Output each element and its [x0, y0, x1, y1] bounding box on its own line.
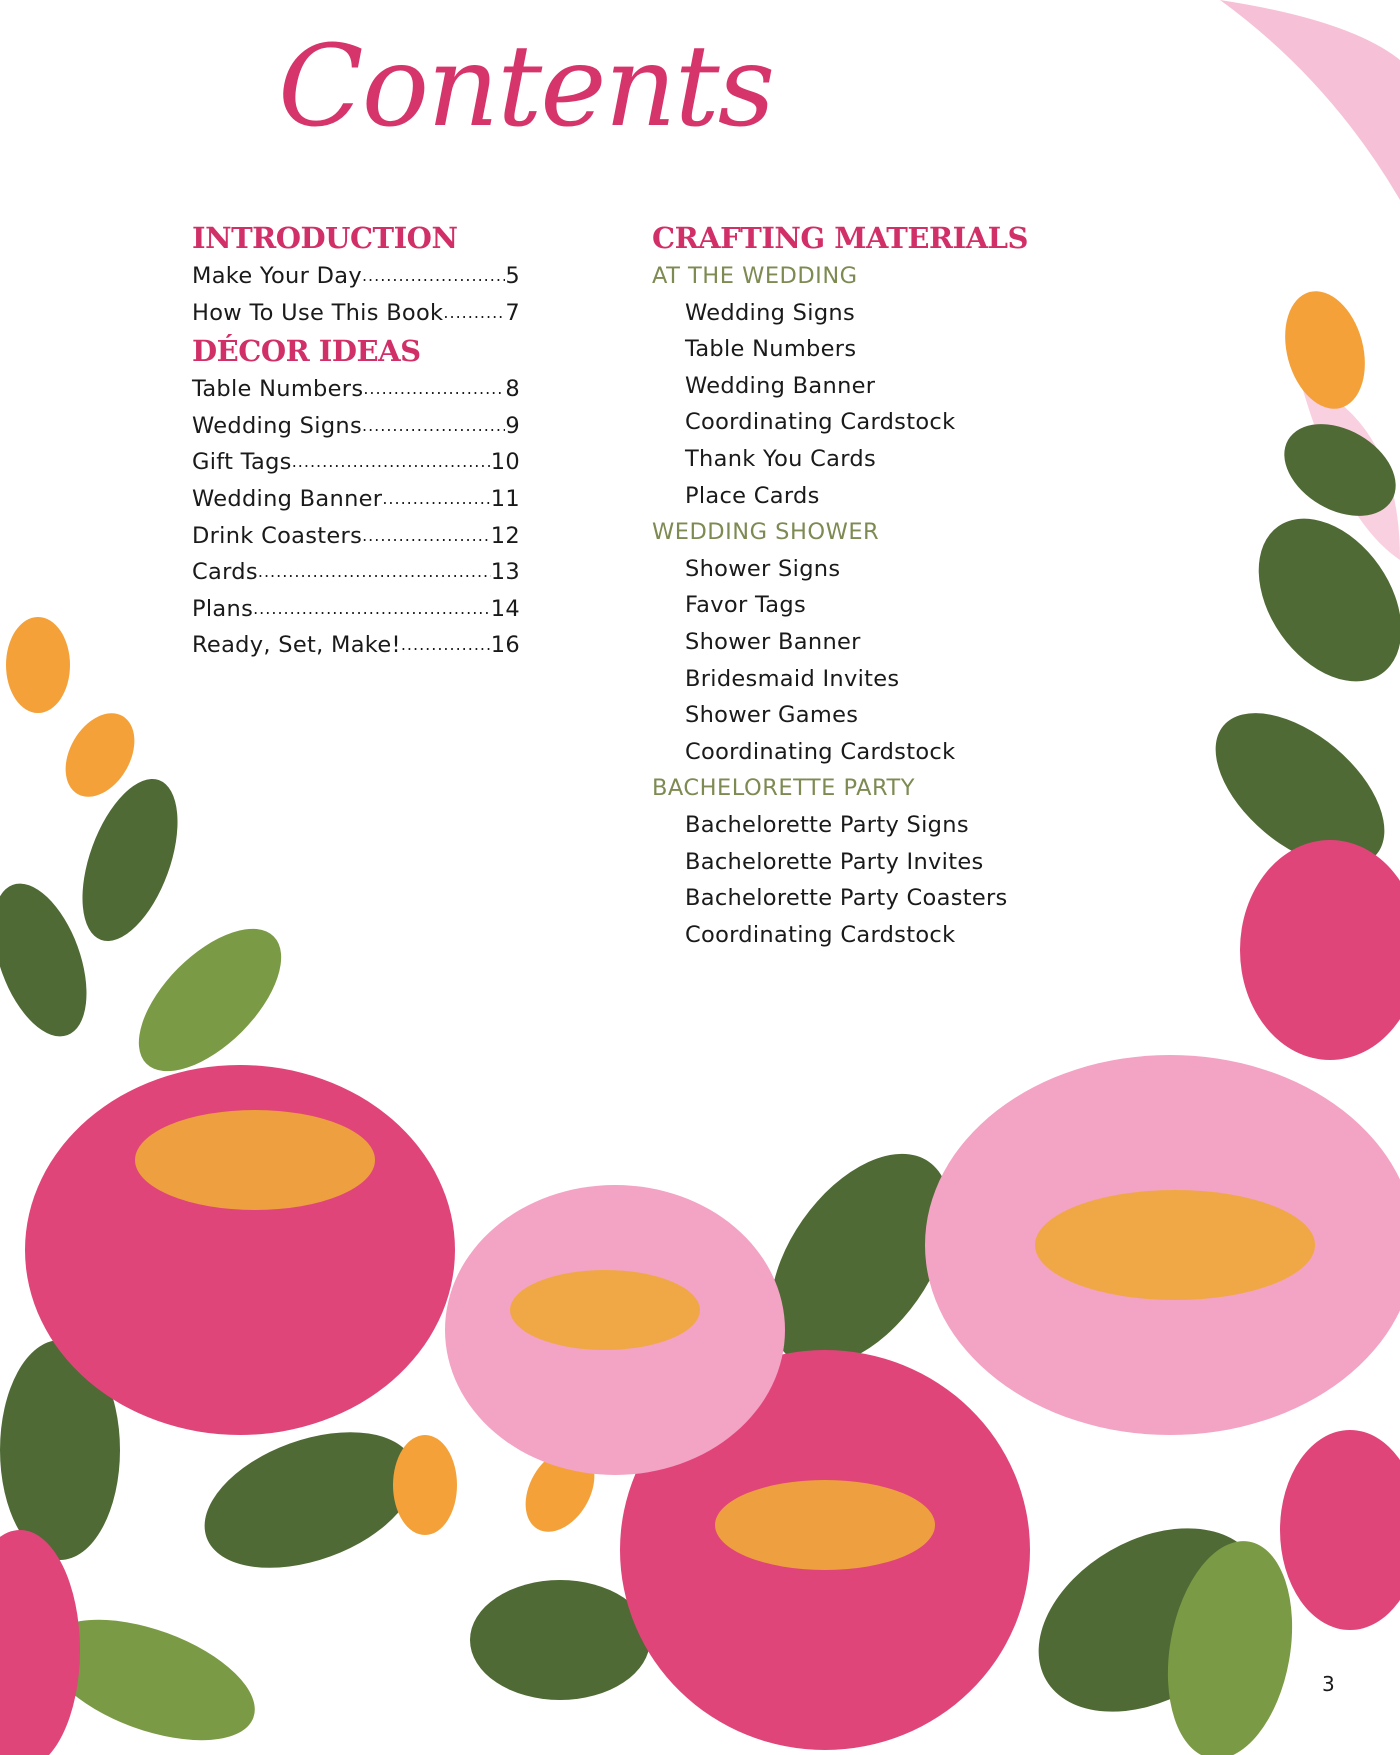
entry-title: Wedding Banner	[192, 485, 383, 512]
entry-title: How To Use This Book	[192, 299, 444, 326]
toc-entry[interactable]	[192, 295, 520, 332]
toc-item[interactable]: Thank You Cards	[685, 445, 877, 472]
toc-entry[interactable]	[192, 591, 520, 628]
entry-title: Gift Tags	[192, 449, 292, 476]
toc-item[interactable]: Bachelorette Party Invites	[685, 848, 984, 875]
entry-title: Wedding Signs	[192, 412, 362, 439]
toc-left-column	[192, 218, 520, 664]
subsection-heading: AT THE WEDDING	[652, 263, 858, 289]
entry-title: Make Your Day	[192, 263, 362, 289]
toc-entry[interactable]	[192, 627, 520, 664]
toc-item[interactable]: Coordinating Cardstock	[685, 738, 956, 765]
dot-leader	[253, 591, 491, 628]
entry-page: 9	[505, 412, 520, 439]
section-heading: INTRODUCTION	[192, 221, 458, 255]
entry-page: 12	[490, 522, 520, 549]
entry-page: 7	[505, 299, 520, 326]
toc-entry[interactable]	[192, 444, 520, 481]
toc-item[interactable]: Favor Tags	[685, 592, 806, 619]
toc-item[interactable]: Bridesmaid Invites	[685, 665, 900, 692]
dot-leader	[362, 258, 505, 295]
entry-page: 11	[490, 485, 520, 512]
toc-entry[interactable]	[192, 258, 520, 295]
entry-page: 14	[490, 595, 520, 622]
entry-title: Plans	[192, 595, 254, 622]
dot-leader	[362, 408, 505, 445]
toc-item[interactable]: Place Cards	[685, 482, 820, 509]
entry-page: 13	[490, 559, 520, 586]
entry-page: 10	[490, 449, 520, 476]
toc-item[interactable]: Wedding Signs	[685, 299, 855, 326]
toc-item[interactable]: Bachelorette Party Signs	[685, 811, 969, 838]
subsection-heading: BACHELORETTE PARTY	[652, 775, 916, 802]
subsection-heading: WEDDING SHOWER	[652, 519, 880, 546]
entry-page: 16	[490, 632, 520, 659]
dot-leader	[292, 444, 491, 481]
page-title: Contents	[278, 22, 774, 152]
entry-page: 5	[505, 263, 520, 289]
toc-item[interactable]: Bachelorette Party Coasters	[685, 885, 1008, 912]
toc-item[interactable]: Table Numbers	[685, 336, 857, 363]
toc-right-column	[652, 218, 1152, 953]
toc-entry[interactable]	[192, 481, 520, 518]
toc-item[interactable]: Shower Banner	[685, 628, 861, 655]
toc-entry[interactable]	[192, 408, 520, 445]
entry-title: Table Numbers	[192, 376, 364, 403]
entry-title: Cards	[192, 559, 258, 586]
toc-item[interactable]: Coordinating Cardstock	[685, 921, 956, 948]
dot-leader	[401, 627, 491, 664]
toc-item[interactable]: Wedding Banner	[685, 372, 876, 399]
page-number: 3	[1322, 1672, 1335, 1696]
toc-entry[interactable]	[192, 371, 520, 408]
dot-leader	[382, 481, 490, 518]
entry-title: Drink Coasters	[192, 522, 363, 549]
entry-page: 8	[505, 376, 520, 403]
section-heading: DÉCOR IDEAS	[192, 334, 421, 369]
toc-entry[interactable]	[192, 554, 520, 591]
toc-item[interactable]: Coordinating Cardstock	[685, 409, 956, 436]
dot-leader	[363, 371, 505, 408]
section-heading: CRAFTING MATERIALS	[652, 221, 1028, 255]
dot-leader	[258, 554, 491, 591]
dot-leader	[362, 518, 491, 555]
toc-entry[interactable]	[192, 518, 520, 555]
toc-item[interactable]: Shower Signs	[685, 555, 841, 582]
toc-item[interactable]: Shower Games	[685, 702, 859, 729]
dot-leader	[443, 295, 505, 332]
entry-title: Ready, Set, Make!	[192, 632, 401, 659]
